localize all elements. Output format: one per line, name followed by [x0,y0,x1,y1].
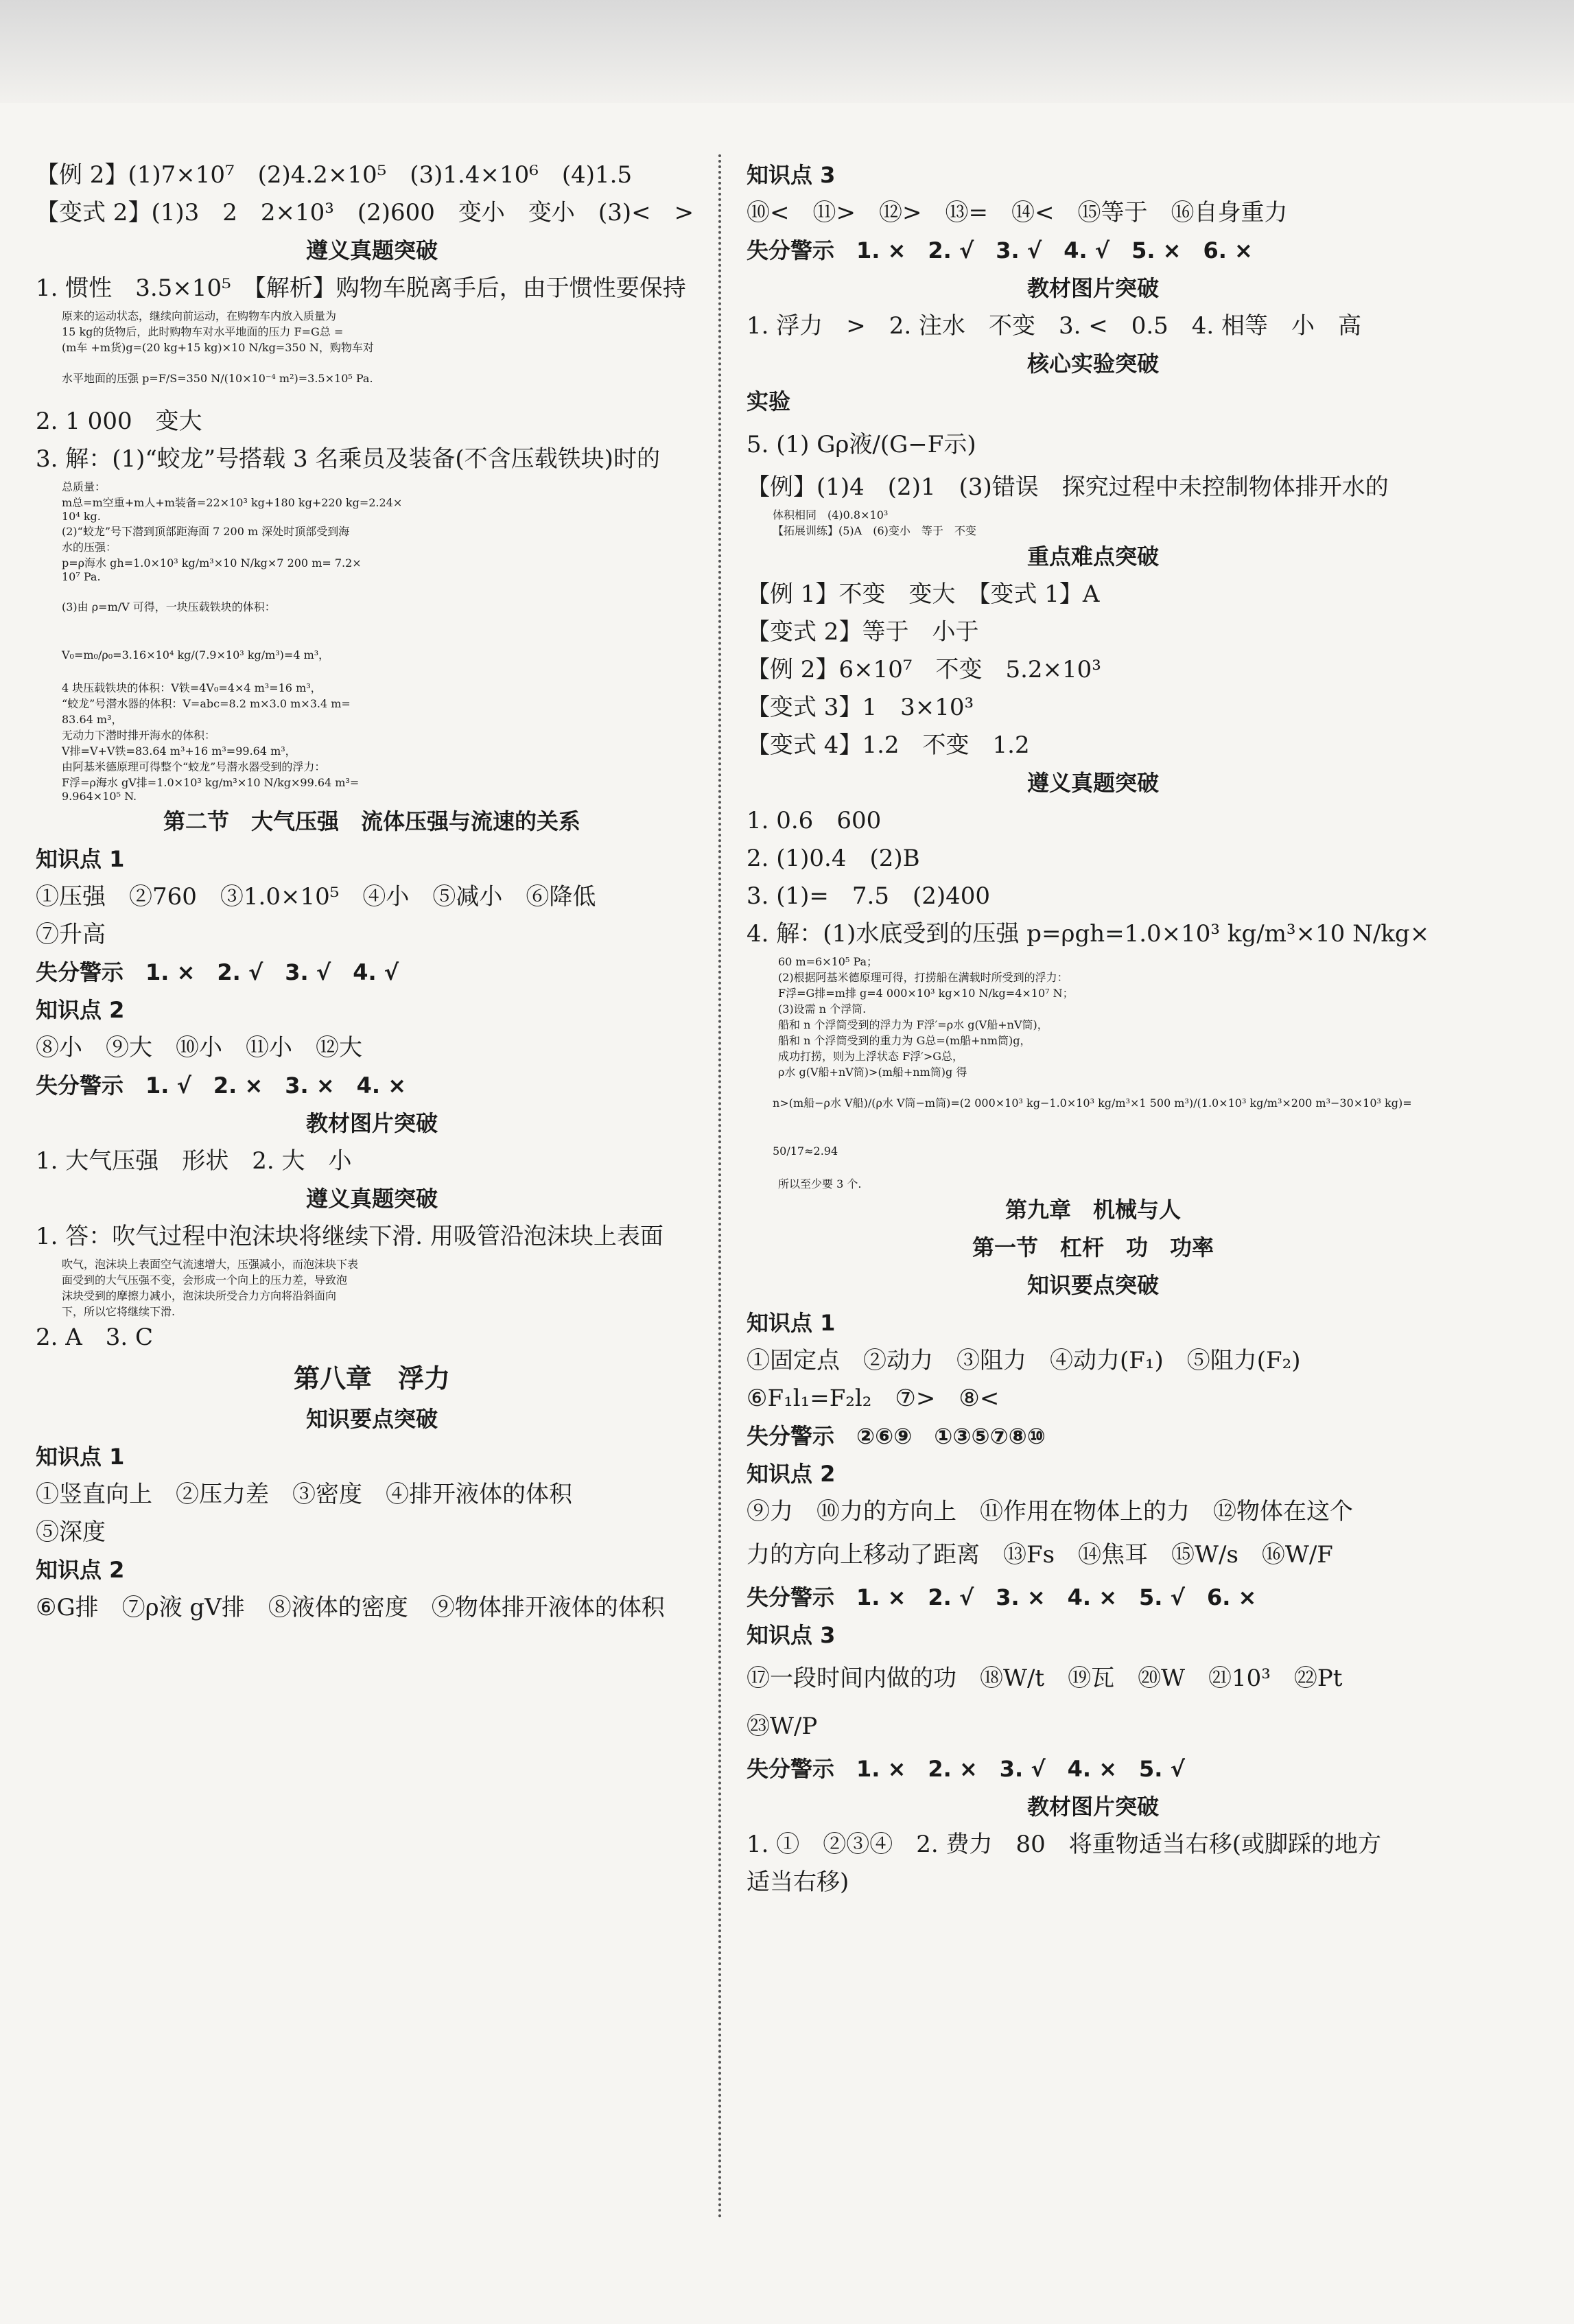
answer-line: 3. 解：(1)“蛟龙”号搭载 3 名乘员及装备(不含压载铁块)时的 [36,445,660,473]
answer-line: 10⁴ kg. [62,510,101,523]
answer-line: 15 kg的货物后，此时购物车对水平地面的压力 F=G总 = [62,325,344,338]
answer-line: 1. 0.6 600 [747,807,882,834]
answer-line: ⑧小 ⑨大 ⑩小 ⑪小 ⑫大 [36,1034,362,1061]
answer-line: ⑥F₁l₁=F₂l₂ ⑦> ⑧< [747,1385,1000,1412]
answer-line: “蛟龙”号潜水器的体积：V=abc=8.2 m×3.0 m×3.4 m= [62,697,351,710]
section-heading: 知识要点突破 [305,1406,438,1432]
answer-line: 4. 解：(1)水底受到的压强 p=ρgh=1.0×10³ kg/m³×10 N/kg× [747,920,1430,948]
section-heading: 第九章 机械与人 [1005,1197,1181,1223]
answer-line: ①竖直向上 ②压力差 ③密度 ④排开液体的体积 [36,1481,572,1508]
knowledge-label: 实验 [747,388,791,414]
section-heading: 知识要点突破 [1026,1272,1159,1298]
left-column [36,156,708,1627]
answer-line: ①固定点 ②动力 ③阻力 ④动力(F₁) ⑤阻力(F₂) [747,1347,1301,1374]
answer-line: V排=V+V铁=83.64 m³+16 m³=99.64 m³， [62,744,296,758]
knowledge-label: 知识点 2 [747,1461,836,1487]
knowledge-label: 知识点 1 [36,1444,125,1470]
answer-line: 水平地面的压强 p=F/S=350 N/(10×10⁻⁴ m²)=3.5×10⁵ Pa. [62,372,373,385]
answer-line: 1. 大气压强 形状 2. 大 小 [36,1147,352,1175]
answer-line: 面受到的大气压强不变，会形成一个向上的压力差，导致泡 [62,1273,348,1287]
knowledge-label: 知识点 2 [36,997,125,1023]
answer-line: 水的压强： [62,541,117,554]
answer-line: 【变式 2】等于 小于 [747,618,979,646]
answer-line: 原来的运动状态，继续向前运动，在购物车内放入质量为 [62,309,337,322]
answer-line: 2. (1)0.4 (2)B [747,845,920,872]
answer-line: 【例 1】不变 变大 【变式 1】A [747,580,1100,608]
answer-line: ⑨力 ⑩力的方向上 ⑪作用在物体上的力 ⑫物体在这个 [747,1498,1353,1525]
answer-line: 成功打捞，则为上浮状态 F浮′>G总， [778,1050,964,1063]
answer-line: (m车 +m货)g=(20 kg+15 kg)×10 N/kg=350 N，购物车对 [62,341,374,354]
answer-line: 1. ① ②③④ 2. 费力 80 将重物适当右移(或脚踩的地方 [747,1831,1382,1858]
answer-line: 无动力下潜时排开海水的体积： [62,729,216,742]
answer-line: 【例 2】6×10⁷ 不变 5.2×10³ [747,656,1101,683]
answer-line: 适当右移) [747,1868,849,1896]
answer-line: 【例 2】(1)7×10⁷ (2)4.2×10⁵ (3)1.4×10⁶ (4)1.5 [36,161,633,189]
knowledge-label: 知识点 3 [747,162,836,188]
section-heading: 遵义真题突破 [305,237,438,263]
column-divider [718,154,721,2220]
answer-line: 所以至少要 3 个. [778,1177,862,1190]
answer-line: 5. (1) Gρ液/(G−F示) [747,431,976,458]
section-heading: 核心实验突破 [1026,351,1159,377]
answer-line: 【拓展训练】(5)A (6)变小 等于 不变 [773,524,976,537]
answer-line: 10⁷ Pa. [62,570,101,583]
answer-line: 沫块受到的摩擦力减小，泡沫块所受合力方向将沿斜面向 [62,1289,337,1302]
answer-line: 力的方向上移动了距离 ⑬Fs ⑭焦耳 ⑮W/s ⑯W/F [747,1541,1333,1569]
answer-line: 下，所以它将继续下滑. [62,1305,176,1318]
answer-line: ρ水 g(V船+nV筒)>(m船+nm筒)g 得 [778,1066,967,1079]
knowledge-label: 失分警示 1. × 2. √ 3. √ 4. √ [36,959,399,985]
knowledge-label: 失分警示 1. × 2. √ 3. √ 4. √ 5. × 6. × [747,237,1253,263]
knowledge-label: 知识点 1 [747,1310,836,1336]
section-heading: 教材图片突破 [1026,1794,1159,1820]
answer-line: (3)由 ρ=m/V 可得，一块压载铁块的体积： [62,600,276,613]
answer-line: 总质量： [62,480,106,493]
answer-line: 吹气，泡沫块上表面空气流速增大，压强减小，而泡沫块下表 [62,1258,359,1271]
answer-line: (2)根据阿基米德原理可得，打捞船在满载时所受到的浮力： [778,971,1068,984]
answer-line: 【例】(1)4 (2)1 (3)错误 探究过程中未控制物体排开水的 [747,473,1389,501]
knowledge-label: 失分警示 ②⑥⑨ ①③⑤⑦⑧⑩ [747,1423,1046,1449]
answer-line: 1. 浮力 > 2. 注水 不变 3. < 0.5 4. 相等 小 高 [747,312,1362,340]
answer-line: 2. 1 000 变大 [36,408,202,435]
answer-line: ①压强 ②760 ③1.0×10⁵ ④小 ⑤减小 ⑥降低 [36,883,596,911]
knowledge-label: 失分警示 1. × 2. √ 3. × 4. × 5. √ 6. × [747,1584,1257,1610]
right-column [747,156,1440,1901]
answer-line: 船和 n 个浮筒受到的重力为 G总=(m船+nm筒)g， [778,1034,1031,1047]
answer-line: V₀=m₀/ρ₀=3.16×10⁴ kg/(7.9×10³ kg/m³)=4 m³， [62,648,330,661]
answer-line: F浮=ρ海水 gV排=1.0×10³ kg/m³×10 N/kg×99.64 m³= [62,776,360,789]
answer-line: 3. (1)= 7.5 (2)400 [747,882,991,910]
answer-line: 体积相同 (4)0.8×10³ [773,508,889,521]
section-heading: 教材图片突破 [1026,275,1159,301]
section-heading: 重点难点突破 [1026,543,1159,570]
section-heading: 第一节 杠杆 功 功率 [972,1234,1214,1260]
knowledge-label: 知识点 1 [36,846,125,872]
answer-line: ⑤深度 [36,1518,106,1546]
answer-line: ⑩< ⑪> ⑫> ⑬= ⑭< ⑮等于 ⑯自身重力 [747,199,1288,226]
knowledge-label: 失分警示 1. √ 2. × 3. × 4. × [36,1072,407,1099]
answer-line: 【变式 4】1.2 不变 1.2 [747,731,1030,759]
page-top-shadow [0,0,1574,103]
answer-line: 83.64 m³， [62,713,123,726]
answer-line: n>(m船−ρ水 V船)/(ρ水 V筒−m筒)=(2 000×10³ kg−1.0×10³ kg/m³×1 500 m³)/(1.0×10³ kg/m³×200 m³−30×10³ kg)= [773,1096,1412,1110]
section-heading: 教材图片突破 [305,1110,438,1136]
answer-line: (2)“蛟龙”号下潜到顶部距海面 7 200 m 深处时顶部受到海 [62,525,350,538]
answer-line: 9.964×10⁵ N. [62,790,137,803]
knowledge-label: 知识点 3 [747,1622,836,1648]
answer-line: 【变式 3】1 3×10³ [747,694,974,721]
section-heading: 第二节 大气压强 流体压强与流速的关系 [163,808,580,834]
answer-line: p=ρ海水 gh=1.0×10³ kg/m³×10 N/kg×7 200 m= 7.2× [62,556,362,570]
answer-line: (3)设需 n 个浮筒. [778,1002,867,1016]
answer-line: 由阿基米德原理可得整个“蛟龙”号潜水器受到的浮力： [62,760,326,773]
answer-line: 船和 n 个浮筒受到的浮力为 F浮′=ρ水 g(V船+nV筒)， [778,1018,1048,1031]
answer-line: 【变式 2】(1)3 2 2×10³ (2)600 变小 变小 (3)< > [36,199,694,226]
answer-line: ㉓W/P [747,1713,818,1740]
answer-line: ⑰一段时间内做的功 ⑱W/t ⑲瓦 ⑳W ㉑10³ ㉒Pt [747,1665,1343,1692]
section-heading: 遵义真题突破 [1026,770,1159,796]
answer-line: 1. 答：吹气过程中泡沫块将继续下滑. 用吸管沿泡沫块上表面 [36,1223,663,1250]
answer-line: 4 块压载铁块的体积：V铁=4V₀=4×4 m³=16 m³， [62,681,322,694]
answer-line: m总=m空重+m人+m装备=22×10³ kg+180 kg+220 kg=2.24× [62,496,403,509]
knowledge-label: 失分警示 1. × 2. × 3. √ 4. × 5. √ [747,1756,1185,1782]
answer-line: 50/17≈2.94 [773,1145,838,1158]
knowledge-label: 知识点 2 [36,1557,125,1583]
section-heading: 第八章 浮力 [293,1363,450,1394]
section-heading: 遵义真题突破 [305,1186,438,1212]
answer-line: 60 m=6×10⁵ Pa； [778,955,878,968]
answer-line: ⑥G排 ⑦ρ液 gV排 ⑧液体的密度 ⑨物体排开液体的体积 [36,1594,665,1621]
answer-line: F浮=G排=m排 g=4 000×10³ kg×10 N/kg=4×10⁷ N； [778,987,1074,1000]
answer-line: 2. A 3. C [36,1324,154,1351]
answer-line: 1. 惯性 3.5×10⁵ 【解析】购物车脱离手后，由于惯性要保持 [36,274,686,302]
answer-line: ⑦升高 [36,921,106,948]
